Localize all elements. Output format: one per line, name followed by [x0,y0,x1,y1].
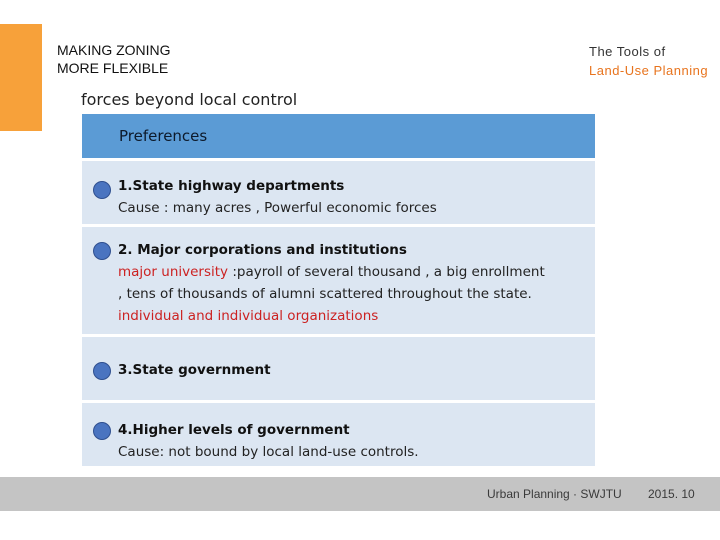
bullet-circle-icon [93,242,111,260]
section-title-line1: MAKING ZONING [57,42,171,58]
row-detail [118,261,587,283]
slide-subtitle: forces beyond local control [81,90,298,109]
row-title: 1.State highway departments [118,178,345,194]
bullet-circle-icon [93,362,111,380]
footer-organization: Urban Planning · SWJTU [487,487,622,501]
table-row [82,334,595,400]
table-row [82,158,595,224]
row-title: 2. Major corporations and institutions [118,242,407,258]
table-row [82,224,595,334]
row-detail-rest: :payroll of several thousand , a big enrollment [228,264,545,280]
table-header [82,114,595,158]
preferences-table [82,114,595,466]
bullet-circle-icon [93,181,111,199]
row-detail: , tens of thousands of alumni scattered throughout the state. [118,286,532,302]
footer-date: 2015. 10 [648,487,695,501]
row-title: 3.State government [118,362,271,378]
highlight-text: major university [118,264,229,280]
course-title-line1: The Tools of [589,44,666,59]
table-row [82,400,595,466]
table-header-label: Preferences [119,127,208,145]
course-title-line2: Land-Use Planning [589,63,709,78]
row-detail: Cause: not bound by local land-use controls. [118,444,419,460]
bullet-circle-icon [93,422,111,440]
slide-section-title [57,41,171,77]
row-detail: Cause : many acres , Powerful economic forces [118,200,437,216]
orange-accent-bar [0,24,42,131]
course-title [589,42,708,80]
highlight-text: individual and individual organizations [118,308,379,324]
row-title: 4.Higher levels of government [118,422,350,438]
section-title-line2: MORE FLEXIBLE [57,60,169,76]
